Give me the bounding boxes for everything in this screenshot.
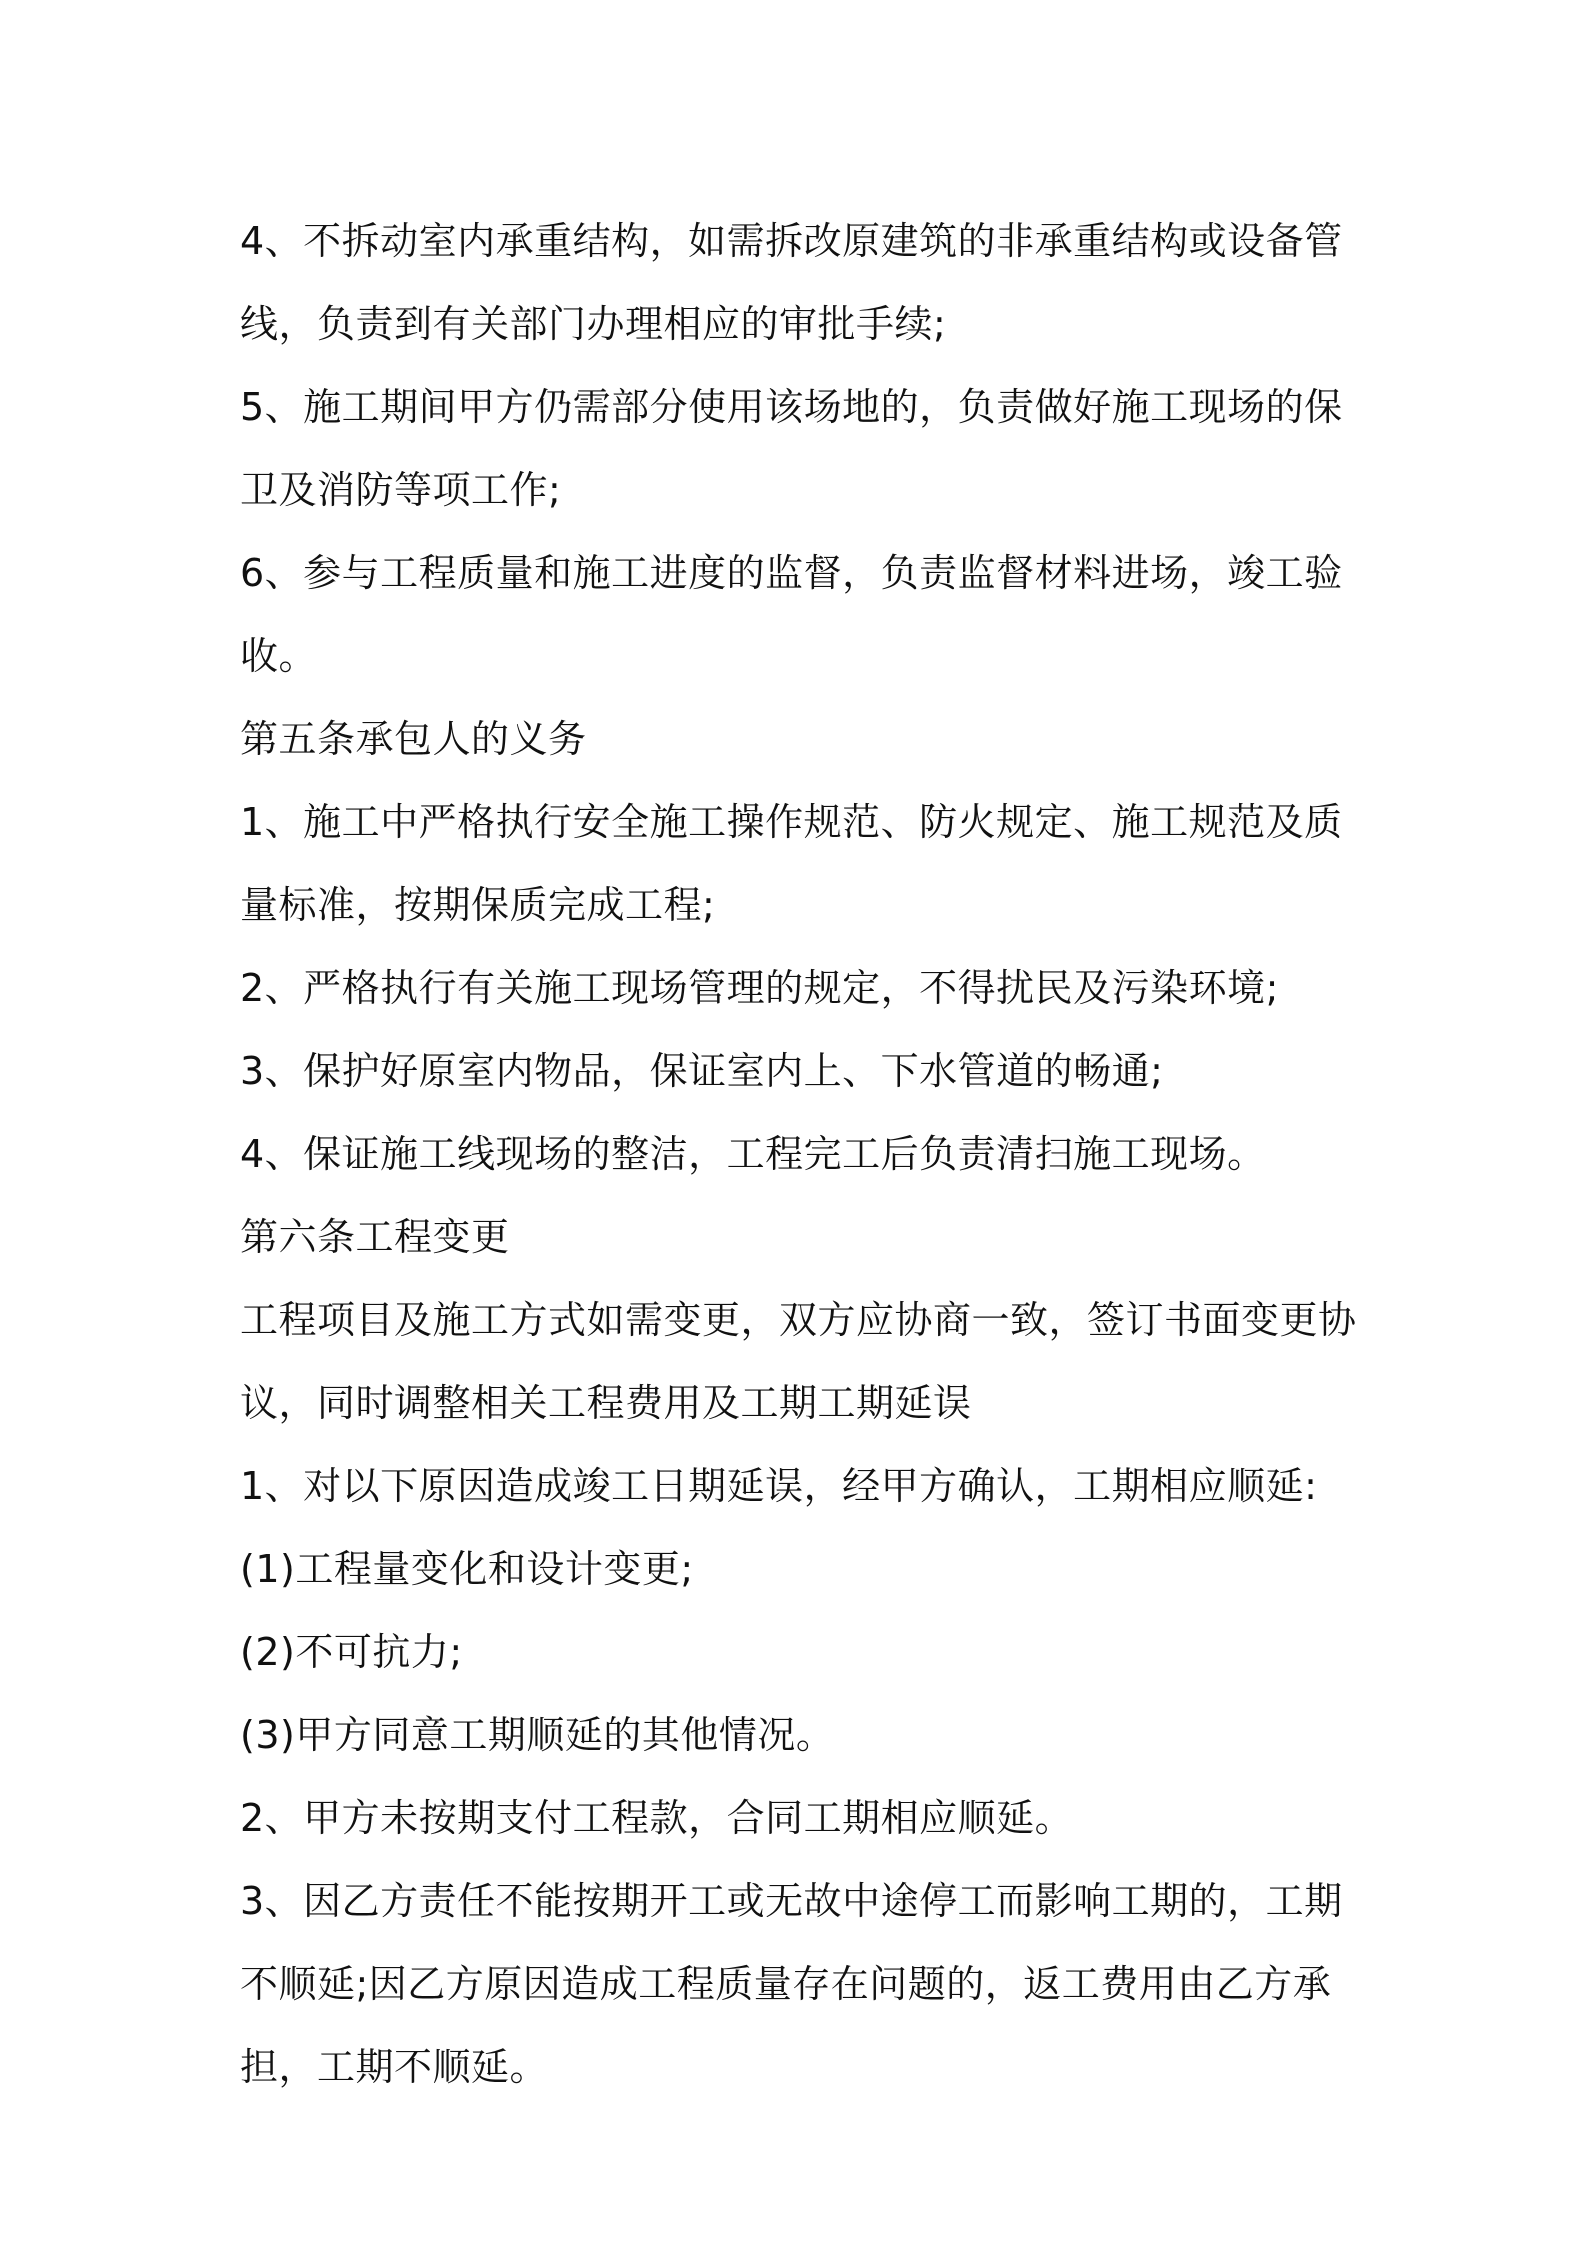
document-body bbox=[240, 200, 1380, 2109]
clause-5-site-security: 5、施工期间甲方仍需部分使用该场地的，负责做好施工现场的保卫及消防等项工作; bbox=[240, 385, 1343, 512]
clause-6-supervision: 6、参与工程质量和施工进度的监督，负责监督材料进场，竣工验收。 bbox=[240, 551, 1343, 678]
section-heading-contractor-obligations: 第五条承包人的义务 bbox=[240, 717, 587, 761]
obligation-4-cleanliness: 4、保证施工线现场的整洁，工程完工后负责清扫施工现场。 bbox=[240, 1132, 1266, 1176]
delay-subitem-1: (1)工程量变化和设计变更; bbox=[240, 1547, 694, 1591]
delay-item-3: 3、因乙方责任不能按期开工或无故中途停工而影响工期的，工期不顺延;因乙方原因造成工程质量存在问题的，返工费用由乙方承担，工期不顺延。 bbox=[240, 1879, 1343, 2089]
change-agreement-paragraph: 工程项目及施工方式如需变更，双方应协商一致，签订书面变更协议，同时调整相关工程费用及工期工期延误 bbox=[240, 1298, 1357, 1425]
delay-subitem-2: (2)不可抗力; bbox=[240, 1630, 463, 1674]
obligation-3-protect-items: 3、保护好原室内物品，保证室内上、下水管道的畅通; bbox=[240, 1049, 1164, 1093]
delay-subitem-3: (3)甲方同意工期顺延的其他情况。 bbox=[240, 1713, 835, 1757]
delay-item-1: 1、对以下原因造成竣工日期延误，经甲方确认，工期相应顺延: bbox=[240, 1464, 1318, 1508]
obligation-2-site-management: 2、严格执行有关施工现场管理的规定，不得扰民及污染环境; bbox=[240, 966, 1279, 1010]
section-heading-project-changes: 第六条工程变更 bbox=[240, 1215, 510, 1259]
clause-4-structure: 4、不拆动室内承重结构，如需拆改原建筑的非承重结构或设备管线，负责到有关部门办理相应的审批手续; bbox=[240, 219, 1343, 346]
delay-item-2: 2、甲方未按期支付工程款，合同工期相应顺延。 bbox=[240, 1796, 1074, 1840]
obligation-1-safety: 1、施工中严格执行安全施工操作规范、防火规定、施工规范及质量标准，按期保质完成工程; bbox=[240, 800, 1343, 927]
